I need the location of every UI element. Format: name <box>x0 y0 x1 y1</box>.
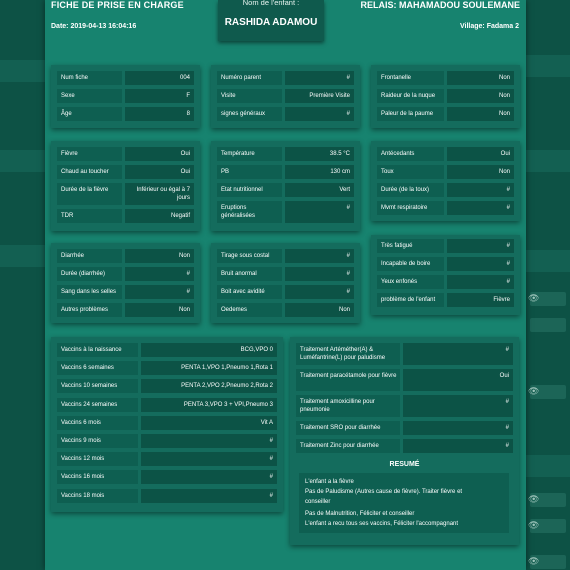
field-row-antecedants <box>377 147 514 161</box>
field-value: Fièvre <box>447 293 514 307</box>
field-label: Bruit anormal <box>217 267 282 281</box>
field-row-traitement-sro-pour-diarrhee <box>296 421 513 435</box>
field-label: Très fatigué <box>377 239 444 253</box>
field-value: Vit A <box>141 416 277 430</box>
field-value: 004 <box>125 71 194 85</box>
field-row-autres-problemes <box>57 303 194 317</box>
field-row-vaccins-16-mois <box>57 470 277 484</box>
field-value: Non <box>447 107 514 121</box>
field-value: 8 <box>125 107 194 121</box>
field-label: Vaccins 6 mois <box>57 416 138 430</box>
field-row-vaccins-10-semaines <box>57 379 277 393</box>
card-visite <box>211 65 360 128</box>
field-value: # <box>141 434 277 448</box>
field-value: # <box>285 107 354 121</box>
field-label: Etat nutritionnel <box>217 183 282 197</box>
field-value: Vert <box>285 183 354 197</box>
village-text: Village: Fadama 2 <box>459 23 519 30</box>
field-row-pb <box>217 165 354 179</box>
field-row-vaccins-6-mois <box>57 416 277 430</box>
field-label: Durée (de la toux) <box>377 183 444 197</box>
resume-line: L'enfant a recu tous ses vaccins, Féliciter l'accompagnant <box>305 521 459 527</box>
field-label: Vaccins 16 mois <box>57 470 138 484</box>
field-value: Non <box>285 303 354 317</box>
field-value: Negatif <box>125 209 194 223</box>
field-value: Oui <box>447 147 514 161</box>
resume-line: L'enfant a la fièvre <box>305 479 354 485</box>
date-text: Date: 2019-04-13 16:04:16 <box>51 23 137 30</box>
card-danger-signs <box>371 65 520 128</box>
field-label: Vaccins 12 mois <box>57 452 138 466</box>
field-label: Toux <box>377 165 444 179</box>
background-strip <box>0 245 45 267</box>
background-strip <box>0 150 45 172</box>
resume-title: RESUMÉ <box>389 461 420 468</box>
field-row-vaccins-24-semaines <box>57 398 277 412</box>
field-value: Non <box>447 165 514 179</box>
background-strip <box>526 455 570 477</box>
field-row-mvmt-respiratoire <box>377 201 514 215</box>
field-label: Sang dans les selles <box>57 285 122 299</box>
field-value: # <box>403 439 513 453</box>
field-label: Frontanelle <box>377 71 444 85</box>
field-value: PENTA 3,VPO 3 + VPI,Pneumo 3 <box>141 398 277 412</box>
field-row-tdr <box>57 209 194 223</box>
field-label: Vaccins à la naissance <box>57 343 138 357</box>
field-row-temperature <box>217 147 354 161</box>
resume-line: conseiller <box>305 499 331 505</box>
background-strip <box>526 55 570 77</box>
child-name: RASHIDA ADAMOU <box>224 17 318 28</box>
field-row-vaccins-6-semaines <box>57 361 277 375</box>
field-row-toux <box>377 165 514 179</box>
field-value: F <box>125 89 194 103</box>
field-value: # <box>141 452 277 466</box>
field-value: # <box>447 201 514 215</box>
resume-line: Pas de Malnutrition, Féliciter et conseiller <box>305 511 415 517</box>
field-value: Non <box>447 71 514 85</box>
field-value: # <box>285 267 354 281</box>
field-value: Non <box>447 89 514 103</box>
field-row-eruptions-generalisees <box>217 201 354 223</box>
field-label: Incapable de boire <box>377 257 444 271</box>
field-value: 130 cm <box>285 165 354 179</box>
field-label: Durée (diarrhée) <box>57 267 122 281</box>
field-value: # <box>285 201 354 223</box>
field-label: Paleur de la paume <box>377 107 444 121</box>
field-row-sang-dans-les-selles <box>57 285 194 299</box>
field-value: # <box>447 275 514 289</box>
field-value: Oui <box>403 369 513 391</box>
field-value: # <box>447 239 514 253</box>
field-row-vaccins-12-mois <box>57 452 277 466</box>
field-row-yeux-enfones <box>377 275 514 289</box>
field-label: Oedemes <box>217 303 282 317</box>
field-label: Autres problèmes <box>57 303 122 317</box>
background-strip <box>526 250 570 272</box>
field-value: # <box>285 71 354 85</box>
field-label: Vaccins 6 semaines <box>57 361 138 375</box>
field-value: 38.5 °C <box>285 147 354 161</box>
card-traitements <box>290 337 519 545</box>
field-label: Boit avec avidité <box>217 285 282 299</box>
field-label: Fièvre <box>57 147 122 161</box>
field-label: Raideur de la nuque <box>377 89 444 103</box>
field-label: Antécedants <box>377 147 444 161</box>
eye-icon[interactable]: 👁 <box>528 293 540 303</box>
field-value: Première Visite <box>285 89 354 103</box>
field-label: problème de l'enfant <box>377 293 444 307</box>
field-label: Traitement SRO pour diarrhée <box>296 421 400 435</box>
field-label: TDR <box>57 209 122 223</box>
field-row-boit-avec-avidite <box>217 285 354 299</box>
field-value: # <box>125 285 194 299</box>
card-fievre <box>51 141 200 231</box>
card-respiration <box>211 243 360 323</box>
field-label: Vaccins 9 mois <box>57 434 138 448</box>
eye-icon[interactable]: 👁 <box>528 494 540 504</box>
field-value: Non <box>125 249 194 263</box>
field-label: Température <box>217 147 282 161</box>
resume-box <box>299 473 509 533</box>
card-identite <box>51 65 200 128</box>
field-label: Tirage sous costal <box>217 249 282 263</box>
background-right <box>526 0 570 570</box>
field-label: Vaccins 10 semaines <box>57 379 138 393</box>
field-row-traitement-paracetamole-pour-fievre <box>296 369 513 391</box>
field-value: Oui <box>125 147 194 161</box>
field-row-etat-nutritionnel <box>217 183 354 197</box>
field-value: # <box>447 257 514 271</box>
field-row-age <box>57 107 194 121</box>
field-row-duree-de-la-toux <box>377 183 514 197</box>
field-value: Inférieur ou égal à 7 jours <box>125 183 194 205</box>
page-title: FICHE DE PRISE EN CHARGE <box>51 0 184 10</box>
relay-name: RELAIS: MAHAMADOU SOULEMANE <box>360 0 520 10</box>
background-left <box>0 0 45 570</box>
card-etat-general <box>371 235 520 315</box>
field-row-bruit-anormal <box>217 267 354 281</box>
child-name-label: Nom de l'enfant : <box>242 0 300 7</box>
field-label: Eruptions généralisées <box>217 201 282 223</box>
field-value: # <box>403 421 513 435</box>
field-row-paleur-de-la-paume <box>377 107 514 121</box>
field-label: Vaccins 18 mois <box>57 489 138 503</box>
field-row-tres-fatigue <box>377 239 514 253</box>
field-label: signes généraux <box>217 107 282 121</box>
field-label: Sexe <box>57 89 122 103</box>
field-row-tirage-sous-costal <box>217 249 354 263</box>
field-label: Vaccins 24 semaines <box>57 398 138 412</box>
background-strip <box>526 150 570 172</box>
field-row-vaccins-18-mois <box>57 489 277 503</box>
card-vaccins <box>51 337 283 512</box>
field-value: Non <box>125 303 194 317</box>
field-label: Durée de la fièvre <box>57 183 122 205</box>
field-row-fievre <box>57 147 194 161</box>
field-label: Traitement Artéméther(A) & Luméfantrine(L) pour paludisme <box>296 343 400 365</box>
field-value: # <box>141 489 277 503</box>
field-row-raideur-de-la-nuque <box>377 89 514 103</box>
field-row-traitement-zinc-pour-diarrhee <box>296 439 513 453</box>
field-row-traitement-artemether-a-lumefantrine-l-pour-paludisme <box>296 343 513 365</box>
field-label: Âge <box>57 107 122 121</box>
field-value: PENTA 1,VPO 1,Pneumo 1,Rota 1 <box>141 361 277 375</box>
field-row-numero-parent <box>217 71 354 85</box>
field-row-chaud-au-toucher <box>57 165 194 179</box>
card-mesures <box>211 141 360 231</box>
field-value: # <box>403 395 513 417</box>
field-row-duree-diarrhee <box>57 267 194 281</box>
fiche-modal <box>45 0 526 570</box>
field-label: Traitement amoxicilline pour pneumonie <box>296 395 400 417</box>
field-value: # <box>285 249 354 263</box>
card-toux <box>371 141 520 221</box>
eye-icon[interactable]: 👁 <box>528 520 540 530</box>
background-row <box>530 318 566 332</box>
field-label: Diarrhée <box>57 249 122 263</box>
field-value: Oui <box>125 165 194 179</box>
field-label: Numéro parent <box>217 71 282 85</box>
field-label: Traitement Zinc pour diarrhée <box>296 439 400 453</box>
field-row-duree-de-la-fievre <box>57 183 194 205</box>
field-row-signes-generaux <box>217 107 354 121</box>
field-row-visite <box>217 89 354 103</box>
field-row-diarrhee <box>57 249 194 263</box>
field-row-traitement-amoxicilline-pour-pneumonie <box>296 395 513 417</box>
field-row-frontanelle <box>377 71 514 85</box>
eye-icon[interactable]: 👁 <box>528 556 540 566</box>
field-value: # <box>141 470 277 484</box>
field-value: BCG,VPO 0 <box>141 343 277 357</box>
field-label: Num fiche <box>57 71 122 85</box>
field-row-probleme-de-l-enfant <box>377 293 514 307</box>
field-value: # <box>447 183 514 197</box>
field-row-incapable-de-boire <box>377 257 514 271</box>
eye-icon[interactable]: 👁 <box>528 386 540 396</box>
field-label: Chaud au toucher <box>57 165 122 179</box>
field-label: Visite <box>217 89 282 103</box>
field-value: # <box>125 267 194 281</box>
field-value: # <box>403 343 513 365</box>
field-label: Traitement paracétamole pour fièvre <box>296 369 400 391</box>
resume-line: Pas de Paludisme (Autres cause de fièvre). Traiter fièvre et <box>305 489 463 495</box>
child-name-box <box>218 0 324 41</box>
field-row-oedemes <box>217 303 354 317</box>
field-label: Mvmt respiratoire <box>377 201 444 215</box>
field-row-vaccins-9-mois <box>57 434 277 448</box>
field-value: PENTA 2,VPO 2,Pneumo 2,Rota 2 <box>141 379 277 393</box>
field-label: Yeux enfonés <box>377 275 444 289</box>
field-value: # <box>285 285 354 299</box>
field-row-sexe <box>57 89 194 103</box>
field-row-vaccins-a-la-naissance <box>57 343 277 357</box>
card-diarrhee <box>51 243 200 323</box>
field-row-num-fiche <box>57 71 194 85</box>
background-strip <box>0 60 45 82</box>
field-label: PB <box>217 165 282 179</box>
